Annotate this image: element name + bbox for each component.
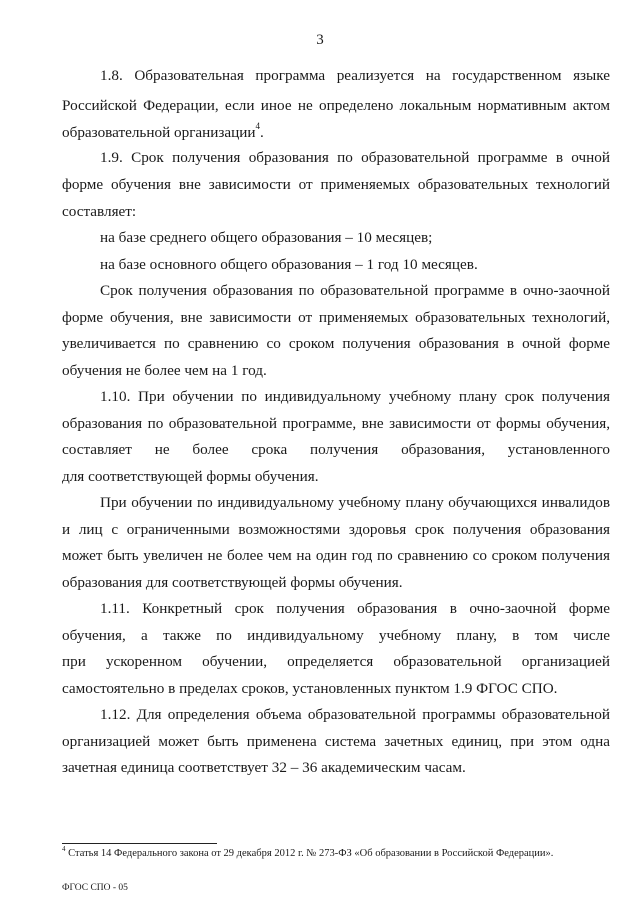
paragraph-1-8-line-2: Российской Федерации, если иное не определено локальным нормативным актом <box>62 97 610 114</box>
paragraph-1-9-line-1: 1.9. Срок получения образования по образовательной программе в очной <box>100 149 610 166</box>
paragraph-1-8-line-1: 1.8. Образовательная программа реализуется на государственном языке <box>100 67 610 84</box>
paragraph-part-time-line-3: увеличивается по сравнению со сроком получения образования в очной форме <box>62 335 610 352</box>
paragraph-1-12-line-1: 1.12. Для определения объема образовательной программы образовательной <box>100 706 610 723</box>
paragraph-1-11-line-1: 1.11. Конкретный срок получения образования в очно-заочной форме <box>100 600 610 617</box>
footnote <box>62 844 622 861</box>
paragraph-disabled-line-4: образования для соответствующей формы обучения. <box>62 574 403 591</box>
paragraph-disabled-line-2: и лиц с ограниченными возможностями здоровья срок получения образования <box>62 521 610 538</box>
list-item-basic-general: на базе основного общего образования – 1 год 10 месяцев. <box>100 256 478 273</box>
paragraph-1-12-line-2: организацией может быть применена система зачетных единиц, при этом одна <box>62 733 610 750</box>
paragraph-1-11-line-4: самостоятельно в пределах сроков, установленных пунктом 1.9 ФГОС СПО. <box>62 680 558 697</box>
paragraph-1-11-line-3: при ускоренном обучении, определяется образовательной организацией <box>62 653 610 670</box>
footnote-divider <box>62 843 217 844</box>
paragraph-1-10-line-4: для соответствующей формы обучения. <box>62 468 319 485</box>
paragraph-part-time-line-2: форме обучения, вне зависимости от применяемых образовательных технологий, <box>62 309 610 326</box>
paragraph-1-9-line-2: форме обучения вне зависимости от применяемых образовательных технологий <box>62 176 610 193</box>
paragraph-1-8-line-3-text: образовательной организации <box>62 124 256 141</box>
paragraph-1-9-line-3: составляет: <box>62 203 137 220</box>
paragraph-1-11-line-2: обучения, а также по индивидуальному учебному плану, в том числе <box>62 627 610 644</box>
page-number: 3 <box>316 32 324 48</box>
paragraph-1-10-line-2: образования по образовательной программе, вне зависимости от формы обучения, <box>62 415 610 432</box>
paragraph-part-time-line-4: обучения не более чем на 1 год. <box>62 362 267 379</box>
paragraph-1-10-line-1: 1.10. При обучении по индивидуальному учебному плану срок получения <box>100 388 610 405</box>
paragraph-part-time-line-1: Срок получения образования по образовательной программе в очно-заочной <box>100 282 610 299</box>
paragraph-disabled-line-3: может быть увеличен не более чем на один год по сравнению со сроком получения <box>62 547 610 564</box>
footnote-marker: 4 <box>62 844 66 853</box>
footnote-reference: 4 <box>255 120 261 131</box>
footer-code: ФГОС СПО - 05 <box>62 883 128 893</box>
paragraph-1-12-line-3: зачетная единица соответствует 32 – 36 академическим часам. <box>62 759 466 776</box>
paragraph-1-8-line-3: образовательной организации$^4$. <box>62 120 264 141</box>
list-item-secondary-general: на базе среднего общего образования – 10 месяцев; <box>100 229 433 246</box>
paragraph-1-10-line-3: составляет не более срока получения образования, установленного <box>62 441 610 458</box>
footnote-text: Статья 14 Федерального закона от 29 декабря 2012 г. № 273-ФЗ «Об образовании в Российской Федерации». <box>65 848 554 859</box>
paragraph-disabled-line-1: При обучении по индивидуальному учебному плану обучающихся инвалидов <box>100 494 610 511</box>
